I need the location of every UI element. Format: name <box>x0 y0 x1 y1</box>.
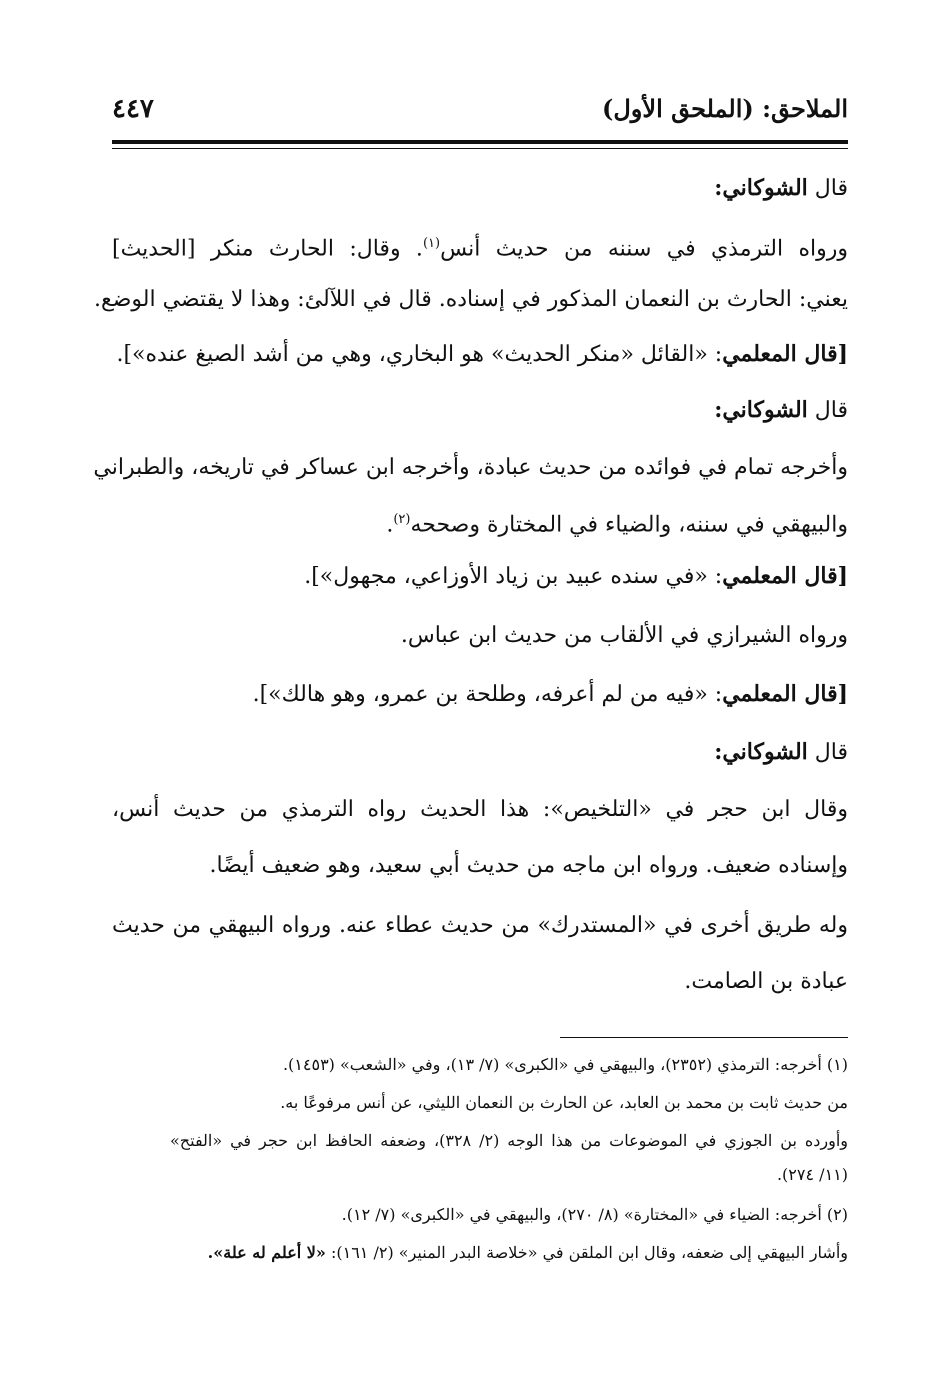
footnote-line: (١١/ ٢٧٤). <box>776 1165 848 1184</box>
text-line: وإسناده ضعيف. ورواه ابن ماجه من حديث أبي سعيد، وهو ضعيف أيضًا. <box>209 853 848 878</box>
footnote-line: (١) أخرجه: الترمذي (٢٣٥٢)، والبيهقي في «الكبرى» (٧/ ١٣)، وفي «الشعب» (١٤٥٣). <box>282 1055 848 1074</box>
colon: : <box>714 739 723 765</box>
text-line: ورواه الشيرازي في الألقاب من حديث ابن عباس. <box>400 623 848 648</box>
text-line: وأخرجه تمام في فوائده من حديث عبادة، وأخرجه ابن عساكر في تاريخه، والطبراني <box>93 455 848 480</box>
quoted-verdict: «لا أعلم له علة». <box>207 1243 326 1262</box>
author-name: الشوكاني <box>722 397 808 423</box>
header-title: الملاحق: (الملحق الأول) <box>602 94 848 123</box>
footnote-ref: (٢) <box>393 512 411 527</box>
text-line <box>112 228 848 265</box>
bracket-text: [قال <box>796 341 848 367</box>
footnote-line <box>208 1240 848 1266</box>
page-number: ٤٤٧ <box>112 94 154 124</box>
footnote-separator <box>560 1037 848 1038</box>
paragraph-heading <box>714 172 848 205</box>
heading-text: قال <box>807 398 848 423</box>
author-name: المعلمي <box>722 563 797 589</box>
heading-text: قال <box>807 176 848 201</box>
footnote-ref: (١) <box>422 236 441 251</box>
colon: : <box>714 175 723 201</box>
author-name: المعلمي <box>722 341 797 367</box>
author-name: الشوكاني <box>722 175 808 201</box>
bracket-text: [قال <box>796 681 848 707</box>
header-rule-thin <box>112 148 848 149</box>
footnote-line: من حديث ثابت بن محمد بن العابد، عن الحارث بن النعمان الليثي، عن أنس مرفوعًا به. <box>280 1093 848 1112</box>
text-segment: والبيهقي في سننه، والضياء في المختارة وصححه <box>410 512 848 538</box>
bracket-text: [قال <box>796 563 848 589</box>
running-header <box>112 94 848 134</box>
text-segment: : «القائل «منكر الحديث» هو البخاري، وهي من أشد الصيغ عنده»]. <box>116 342 723 367</box>
commentary-line <box>253 678 848 711</box>
text-segment: : «في سنده عبيد بن زياد الأوزاعي، مجهول»]. <box>304 564 723 589</box>
paragraph-heading <box>714 394 848 427</box>
footnote-line: وأورده بن الجوزي في الموضوعات من هذا الوجه (٢/ ٣٢٨)، وضعفه الحافظ ابن حجر في «الفتح» <box>170 1131 848 1150</box>
text-line: يعني: الحارث بن النعمان المذكور في إسناده. قال في اللآلئ: وهذا لا يقتضي الوضع. <box>94 287 848 312</box>
text-line: وقال ابن حجر في «التلخيص»: هذا الحديث رواه الترمذي من حديث أنس، <box>112 797 848 822</box>
colon: : <box>714 397 723 423</box>
text-segment: وأشار البيهقي إلى ضعفه، وقال ابن الملقن في «خلاصة البدر المنير» (٢/ ١٦١): <box>325 1243 848 1262</box>
header-rule-thick <box>112 140 848 144</box>
text-line <box>386 504 848 541</box>
commentary-line <box>304 560 848 593</box>
heading-text: قال <box>807 740 848 765</box>
author-name: الشوكاني <box>722 739 808 765</box>
text-segment: . <box>386 512 394 538</box>
commentary-line <box>116 338 848 371</box>
author-name: المعلمي <box>722 681 797 707</box>
text-segment: ورواه الترمذي في سننه من حديث أنس <box>440 236 848 262</box>
footnote-line: (٢) أخرجه: الضياء في «المختارة» (٨/ ٢٧٠)، والبيهقي في «الكبرى» (٧/ ١٢). <box>341 1205 848 1224</box>
text-segment: : «فيه من لم أعرفه، وطلحة بن عمرو، وهو هالك»]. <box>252 682 723 707</box>
text-line: عبادة بن الصامت. <box>684 969 848 994</box>
text-line: وله طريق أخرى في «المستدرك» من حديث عطاء عنه. ورواه البيهقي من حديث <box>112 913 848 938</box>
text-segment: . وقال: الحارث منكر [الحديث] <box>112 236 423 262</box>
paragraph-heading <box>714 736 848 769</box>
